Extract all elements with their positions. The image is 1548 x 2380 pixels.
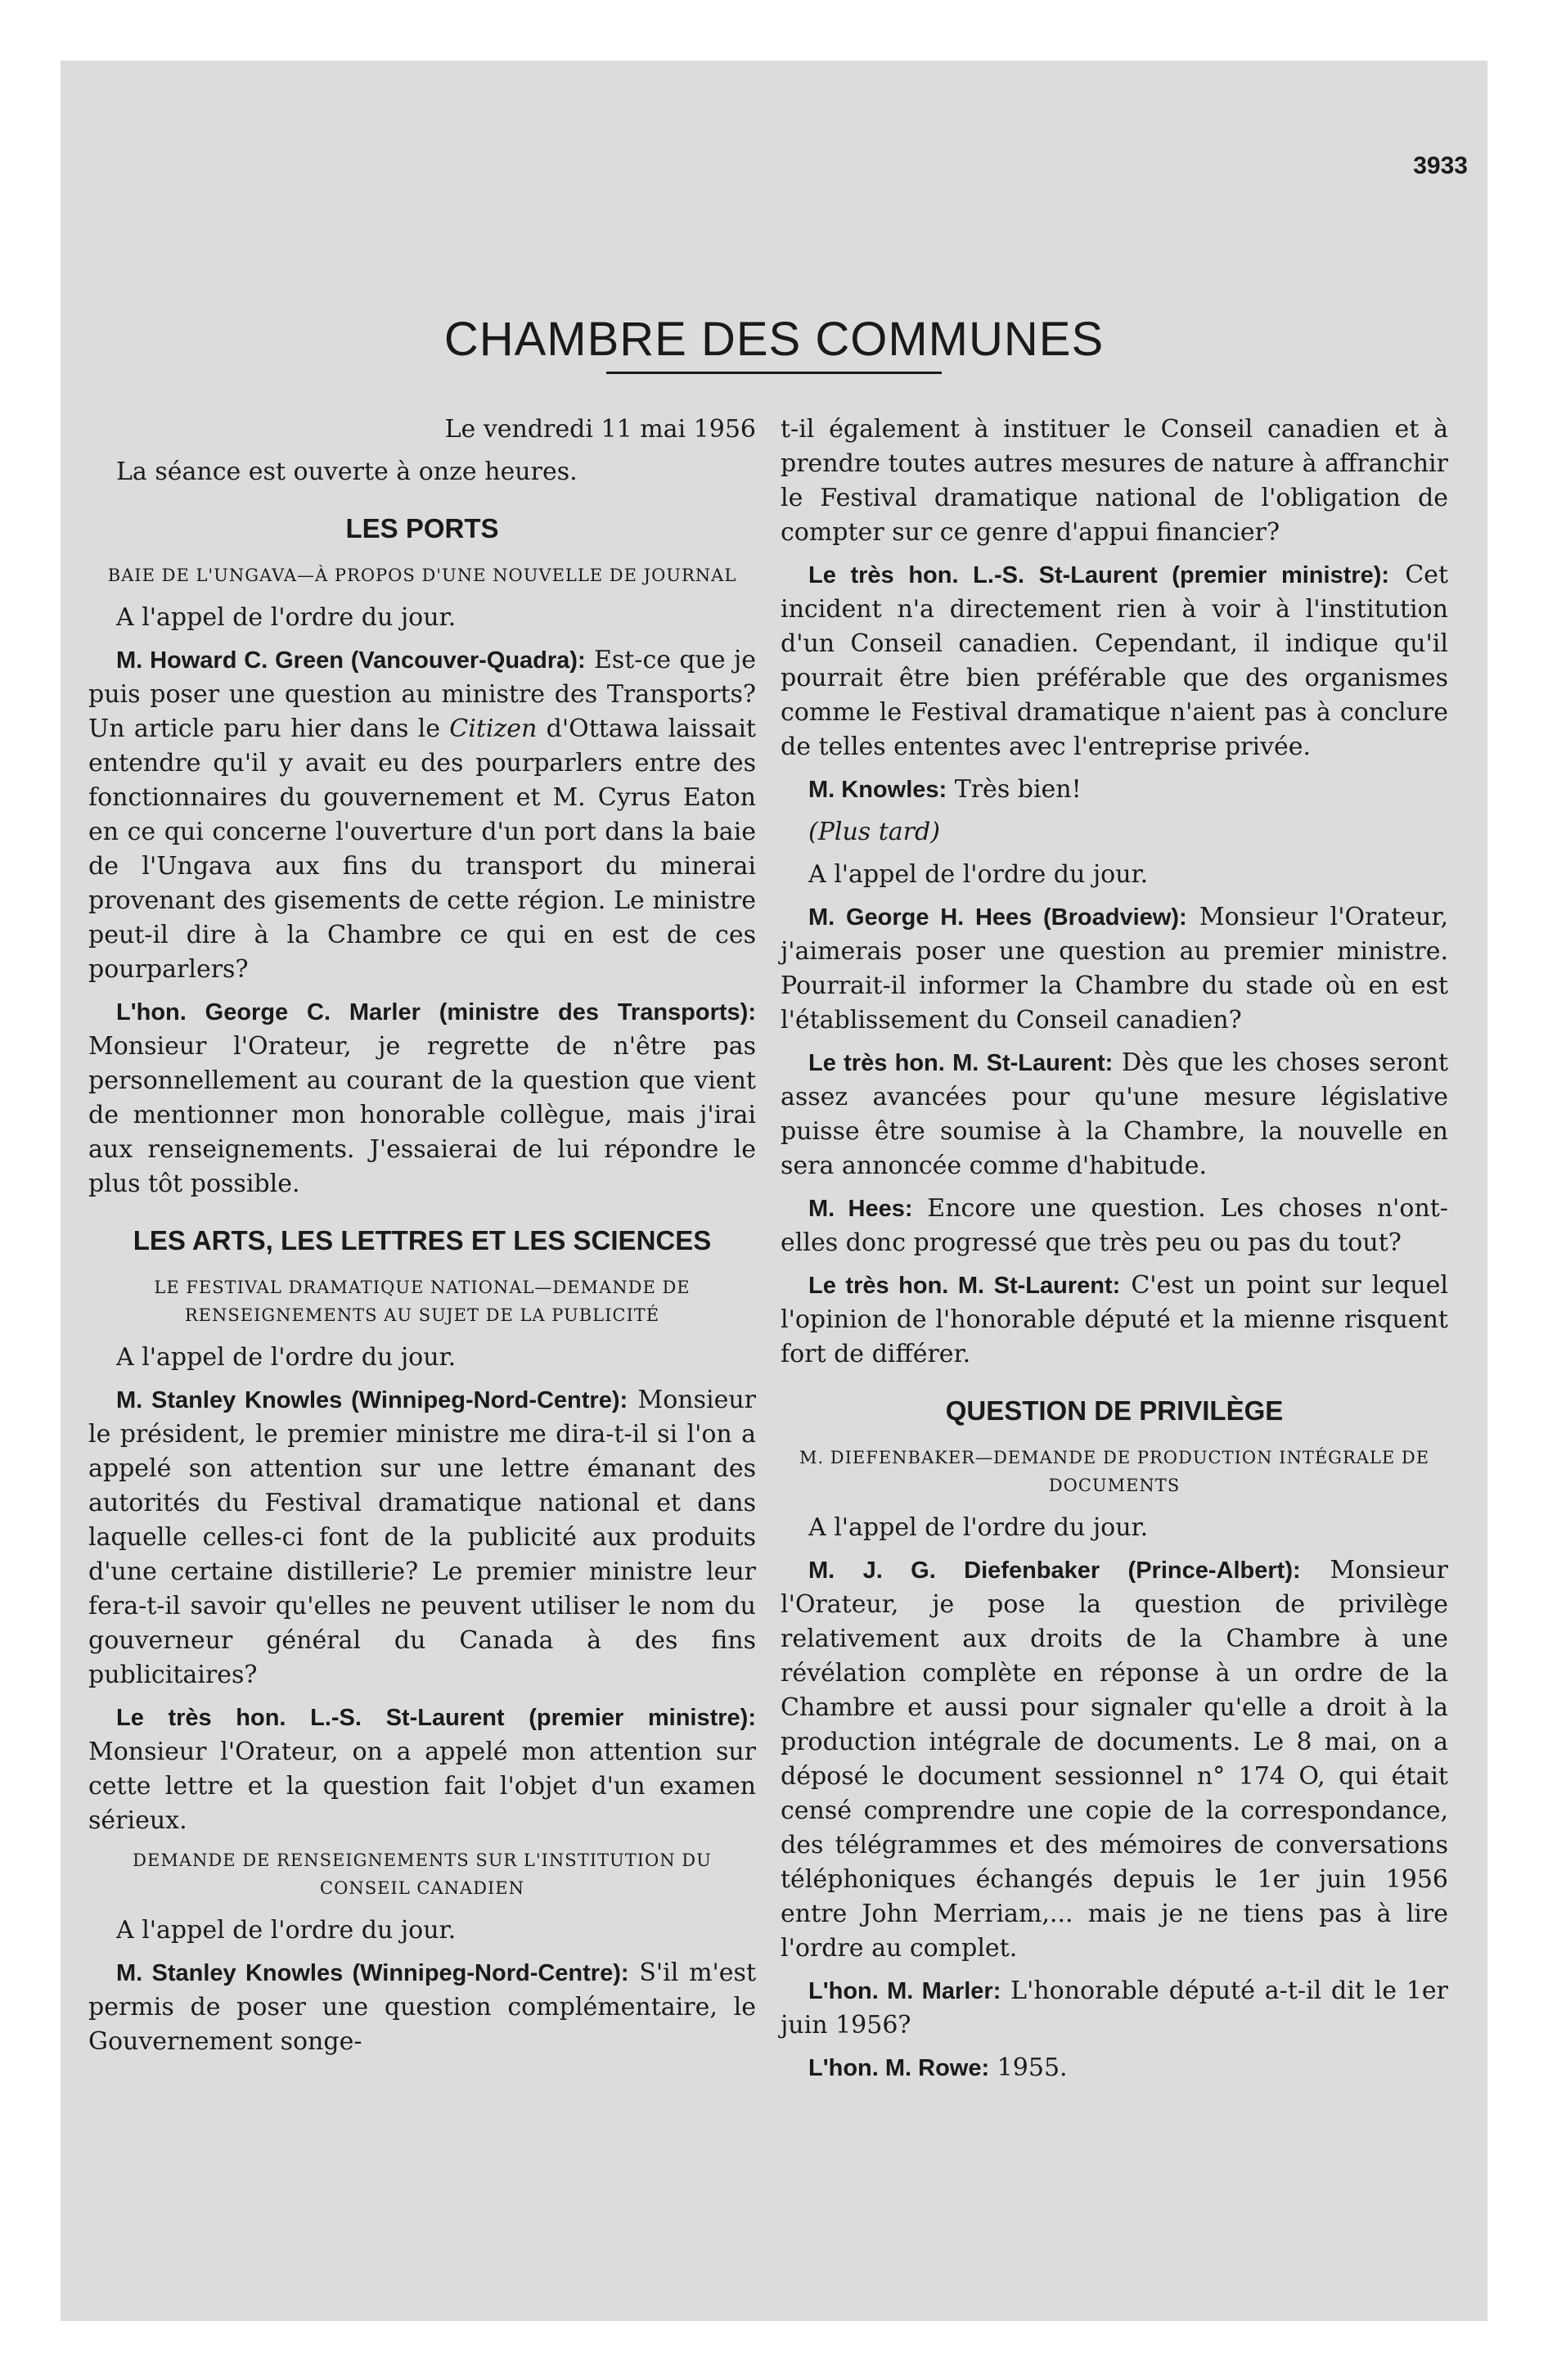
speaker-name: L'hon. M. Rowe: <box>808 2055 990 2081</box>
speech-text: Très bien! <box>947 775 1082 804</box>
paragraph-marler-2 <box>781 1974 1448 2043</box>
speech-text: Cet incident n'a directement rien à voir à l'institution d'un Conseil canadien. Cependant, il indique qu'il pourrait être bien préférable que des organismes comme le Festival dramatique n'aient pas à conclure de telles ententes avec l'entreprise privée. <box>781 561 1448 761</box>
speech-text: Monsieur l'Orateur, j'aimerais poser une question au premier ministre. Pourrait-il informer la Chambre du stade où en est l'établissement du Conseil canadien? <box>781 903 1448 1034</box>
speaker-name: M. J. G. Diefenbaker (Prince-Albert): <box>808 1557 1301 1584</box>
document-page <box>61 61 1487 2321</box>
speech-text: S'il m'est permis de poser une question complémentaire, le Gouvernement songe- <box>88 1959 756 2056</box>
speaker-name: L'hon. George C. Marler (ministre des Transports): <box>116 999 756 1025</box>
section-heading-privilege: QUESTION DE PRIVILÈGE <box>945 1395 1284 1426</box>
title-divider <box>606 372 942 374</box>
speech-text: Monsieur l'Orateur, je regrette de n'être pas personnellement au courant de la question que vient de mentionner mon honorable collègue, mais j'irai aux renseignements. J'essaierai de lui répondre le plus tôt possible. <box>88 1032 756 1198</box>
speaker-name: Le très hon. L.-S. St-Laurent (premier ministre): <box>808 562 1390 588</box>
speech-text: 1955. <box>989 2053 1068 2082</box>
paragraph-st-laurent-2 <box>781 558 1448 764</box>
speaker-name: Le très hon. L.-S. St-Laurent (premier ministre): <box>116 1705 756 1731</box>
paragraph-diefenbaker <box>781 1553 1448 1966</box>
paragraph-knowles-3 <box>781 773 1448 807</box>
speech-text: Monsieur l'Orateur, on a appelé mon attention sur cette lettre et la question fait l'objet d'un examen sérieux. <box>88 1738 756 1835</box>
speaker-name: M. Hees: <box>808 1196 913 1222</box>
section-heading-ports: LES PORTS <box>345 513 499 543</box>
paragraph-knowles-2 <box>88 1956 756 2059</box>
subheading-ungava: BAIE DE L'UNGAVA—À PROPOS D'UNE NOUVELLE DE JOURNAL <box>107 566 737 585</box>
speaker-name: Le très hon. M. St-Laurent: <box>808 1050 1114 1076</box>
paragraph-rowe <box>781 2051 1448 2085</box>
paragraph-marler <box>88 995 756 1201</box>
speech-text: Encore une question. Les choses n'ont-elles donc progressé que très peu ou pas du tout? <box>781 1194 1448 1257</box>
speech-text: Monsieur l'Orateur, je pose la question de privilège relativement aux droits de la Chambre à une révélation complète en réponse à un ordre de la Chambre et aussi pour signaler qu'elle a droit à la production intégrale de documents. Le 8 mai, on a déposé le document sessionnel n° 174 O, qui était censé comprendre une copie de la correspondance, des télégrammes et des mémoires de conversations téléphoniques échangés depuis le 1er juin 1956 entre John Merriam,... mais je ne tiens pas à lire l'ordre au complet. <box>781 1556 1449 1963</box>
later-note: (Plus tard) <box>808 818 940 846</box>
page-number: 3933 <box>1413 152 1468 179</box>
page-title: CHAMBRE DES COMMUNES <box>443 312 1105 366</box>
left-column <box>88 412 756 2067</box>
order-call: A l'appel de l'ordre du jour. <box>116 1343 457 1372</box>
order-call: A l'appel de l'ordre du jour. <box>808 1513 1149 1542</box>
paragraph-hees-2 <box>781 1192 1448 1260</box>
subheading-diefenbaker: M. DIEFENBAKER—DEMANDE DE PRODUCTION INTÉGRALE DE DOCUMENTS <box>799 1448 1430 1495</box>
speaker-name: M. Stanley Knowles (Winnipeg-Nord-Centre): <box>116 1960 629 1986</box>
newspaper-name: Citizen <box>449 714 538 743</box>
order-call: A l'appel de l'ordre du jour. <box>808 860 1149 889</box>
speech-text: L'honorable député a-t-il dit le 1er juin 1956? <box>781 1977 1448 2040</box>
speaker-name: M. Knowles: <box>808 777 947 803</box>
paragraph-st-laurent <box>88 1701 756 1838</box>
paragraph-continuation: t-il également à instituer le Conseil canadien et à prendre toutes autres mesures de nature à affranchir le Festival dramatique national de l'obligation de compter sur ce genre d'appui financier? <box>781 415 1448 547</box>
paragraph-knowles <box>88 1383 756 1693</box>
paragraph-hees <box>781 900 1448 1038</box>
speech-text: Monsieur le président, le premier ministre me dira-t-il si l'on a appelé son attention sur une lettre émanant des autorités du Festival dramatique national et dans laquelle celles-ci font de la publicité aux produits d'une certaine distillerie? Le premier ministre leur fera-t-il savoir qu'elles ne peuvent utiliser le nom du gouverneur général du Canada à des fins publicitaires? <box>88 1386 756 1689</box>
paragraph-green <box>88 643 756 987</box>
speaker-name: L'hon. M. Marler: <box>808 1978 1001 2004</box>
speaker-name: M. Howard C. Green (Vancouver-Quadra): <box>116 647 586 674</box>
subheading-conseil: DEMANDE DE RENSEIGNEMENTS SUR L'INSTITUTION DU CONSEIL CANADIEN <box>133 1850 712 1898</box>
speaker-name: Le très hon. M. St-Laurent: <box>808 1273 1121 1299</box>
speaker-name: M. Stanley Knowles (Winnipeg-Nord-Centre): <box>116 1387 628 1413</box>
order-call: A l'appel de l'ordre du jour. <box>116 603 457 632</box>
speech-text: C'est un point sur lequel l'opinion de l'honorable député et la mienne risquent fort de différer. <box>781 1271 1449 1368</box>
paragraph-st-laurent-3 <box>781 1046 1448 1183</box>
speaker-name: M. George H. Hees (Broadview): <box>808 904 1187 931</box>
speech-text: d'Ottawa laissait entendre qu'il y avait eu des pourparlers entre des fonctionnaires du gouvernement et M. Cyrus Eaton en ce qui concerne l'ouverture d'un port dans la baie de l'Ungava aux fins du transport du minerai provenant des gisements de cette région. Le ministre peut-il dire à la Chambre ce qui en est de ces pourparlers? <box>88 714 756 984</box>
session-opening: La séance est ouverte à onze heures. <box>116 458 578 486</box>
right-column <box>781 412 1448 2094</box>
subheading-festival: LE FESTIVAL DRAMATIQUE NATIONAL—DEMANDE DE RENSEIGNEMENTS AU SUJET DE LA PUBLICITÉ <box>154 1278 691 1325</box>
order-call: A l'appel de l'ordre du jour. <box>116 1916 457 1945</box>
speech-text: Est-ce que je puis poser une question au ministre des Transports? Un article paru hier dans le <box>88 646 756 743</box>
session-dateline: Le vendredi 11 mai 1956 <box>444 415 756 444</box>
paragraph-st-laurent-4 <box>781 1269 1448 1372</box>
section-heading-arts: LES ARTS, LES LETTRES ET LES SCIENCES <box>133 1225 712 1255</box>
speech-text: Dès que les choses seront assez avancées pour qu'une mesure législative puisse être soumise à la Chambre, la nouvelle en sera annoncée comme d'habitude. <box>781 1048 1449 1180</box>
